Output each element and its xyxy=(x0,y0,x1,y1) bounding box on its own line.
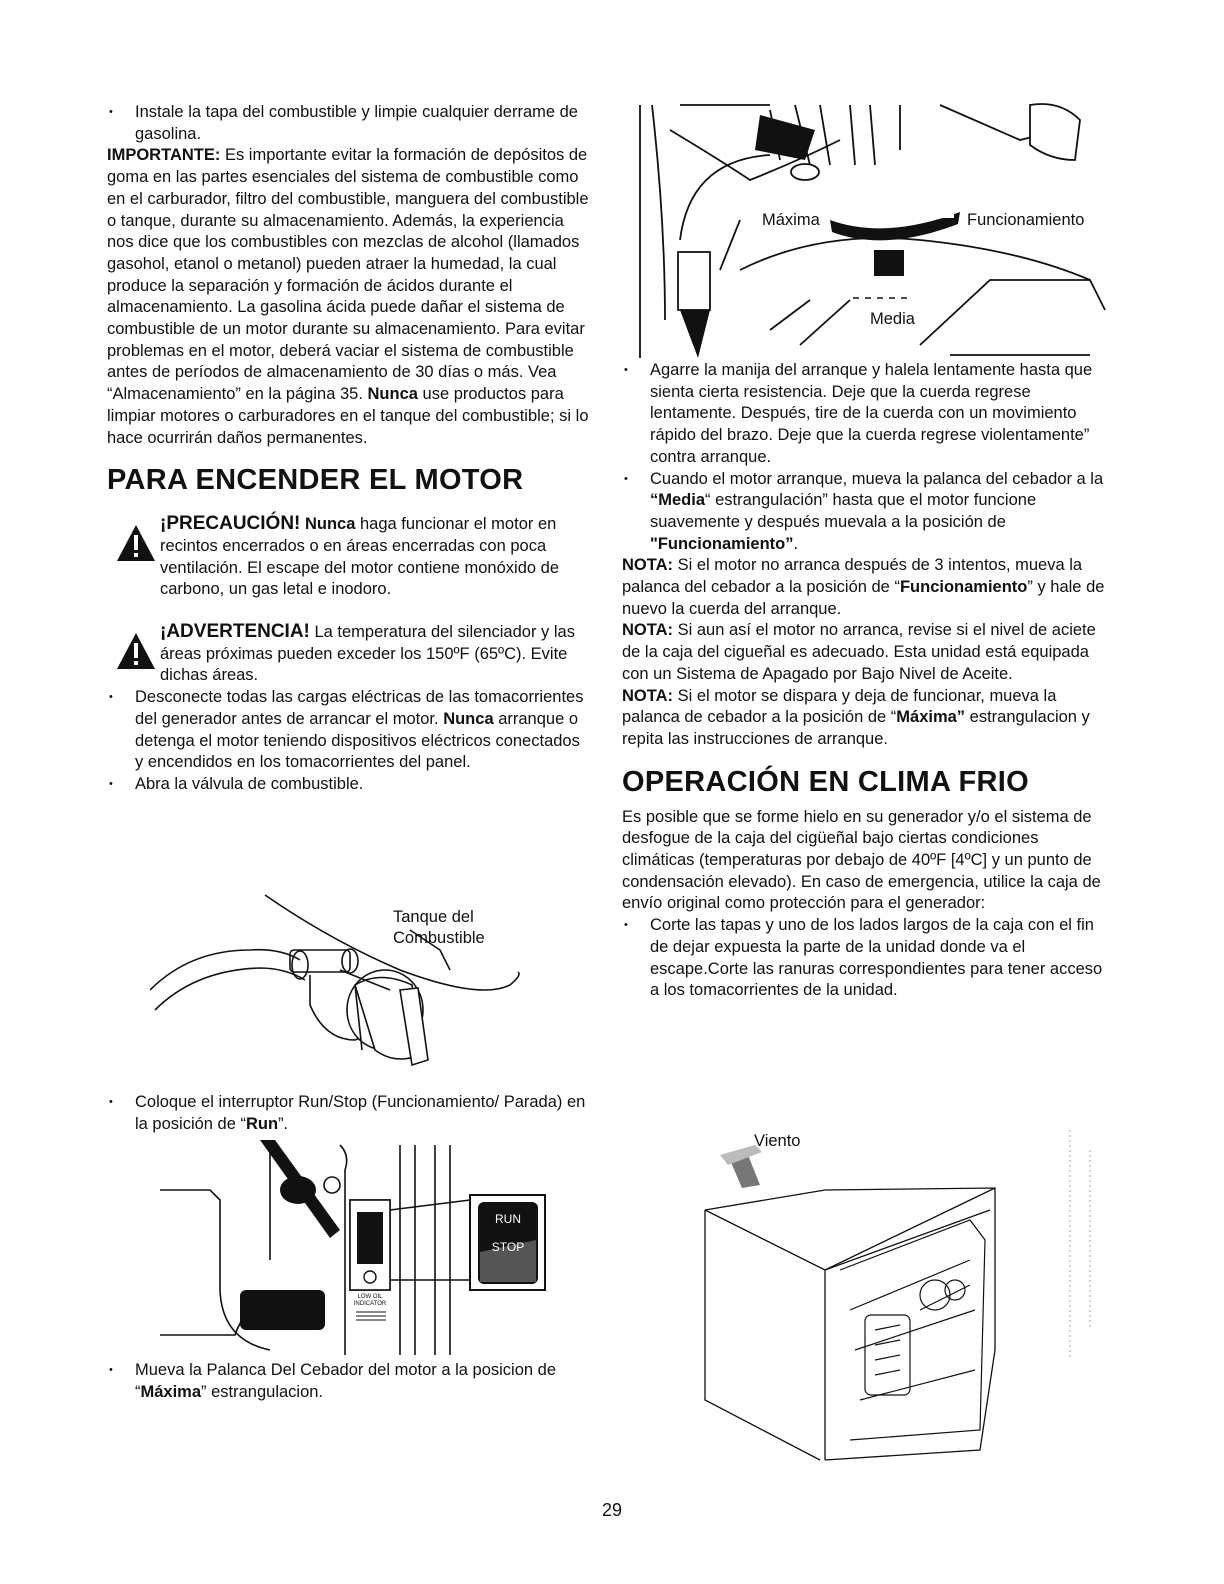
bullet-start-pre: Cuando el motor arranque, mueva la palanca del cebador a la xyxy=(650,469,1104,488)
nota-1-post: ” y hale de nuevo la cuerda del arranque. xyxy=(622,578,1105,618)
choke-lever-figure xyxy=(620,100,1110,358)
bullet-switch-post: ”. xyxy=(278,1114,289,1133)
left-column xyxy=(107,102,592,796)
left-column-lower xyxy=(107,1092,592,1135)
nota-3-bold: Máxima” xyxy=(896,708,966,727)
bullet-switch xyxy=(107,1092,592,1135)
bullet-choke-bold: Máxima xyxy=(140,1382,202,1401)
nota-1 xyxy=(622,555,1107,620)
bullet-choke xyxy=(107,1360,592,1403)
nota-1-pre: Si el motor no arranca después de 3 intentos, mueva la palanca del cebador a la posición de “ xyxy=(622,556,1083,597)
low-oil-label-2: INDICATOR xyxy=(353,1301,387,1307)
nota-1-label: NOTA: xyxy=(622,556,674,575)
cold-weather-text: Es posible que se forme hielo en su generador y/o el sistema de desfogue de la caja del cigüeñal bajo ciertas condiciones climáticas (temperaturas por debajo de 40ºF [4ºC] y un punto de condensación elevado). En caso de emergencia, utilice la caja de envío original como protección para el generador: xyxy=(622,807,1101,913)
fuel-valve-figure xyxy=(150,890,530,1075)
warning-block xyxy=(107,621,592,687)
nota-2 xyxy=(622,620,1107,685)
bullet-choke-pre: Mueva la Palanca Del Cebador del motor a la posicion de “ xyxy=(135,1361,556,1401)
bullet-start-bold2: "Funcionamiento” xyxy=(650,534,794,553)
nota-2-text: Si aun así el motor no arranca, revise si el nivel de aciete de la caja del cigueñal es adecuado. Esta unidad está equipada con un Sistema de Apagado por Bajo Nivel de Aceite. xyxy=(622,621,1096,683)
bullet-start-post: . xyxy=(793,534,799,553)
choke-media-label: Media xyxy=(870,310,915,328)
nota-3-post: estrangulacion y repita las instrucciones de arranque. xyxy=(622,708,1090,748)
nunca-text: use productos para limpiar motores o carburadores en el tanque del combustible; si lo hace ocurrirán daños permanentes. xyxy=(107,385,589,447)
switch-run-label: RUN xyxy=(495,1212,521,1226)
generator-box-figure xyxy=(690,1110,1110,1470)
nunca-label: Nunca xyxy=(367,385,418,404)
importante-label: IMPORTANTE: xyxy=(107,146,221,165)
bullet-fuel-cap: • Instale la tapa del combustible y limpie cualquier derrame de gasolina. xyxy=(107,102,592,145)
warning-text: La temperatura del silenciador y las áreas próximas pueden exceder los 150ºF (65ºC). Evite dichas áreas. xyxy=(160,623,575,685)
caution-text: haga funcionar el motor en recintos encerrados o en áreas encerradas con poca ventilación. El escape del motor contiene monóxido de carbono, un gas letal e inodoro. xyxy=(160,515,559,599)
bullet-switch-pre: Coloque el interruptor Run/Stop (Funcionamiento/ Parada) en la posición de “ xyxy=(135,1093,586,1133)
nota-1-bold: Funcionamiento xyxy=(899,578,1028,597)
right-column xyxy=(622,360,1107,1002)
bullet-disconnect-bold: Nunca xyxy=(443,709,494,728)
warning-title: ¡ADVERTENCIA! xyxy=(160,621,310,643)
bullet-pull: • Agarre la manija del arranque y halela lentamente hasta que sienta cierta resistencia. Deje que la cuerda regrese lentamente. Después, tire de la cuerda con un movimiento rápido del brazo. Deje que la cuerda regrese violentamente” contra arranque. xyxy=(622,360,1107,469)
left-column-bottom xyxy=(107,1360,592,1403)
fuel-tank-label-2: Combustible xyxy=(393,929,485,947)
warning-triangle-icon xyxy=(116,631,156,671)
bullet-choke-post: ” estrangulacion. xyxy=(201,1382,324,1401)
nota-3-label: NOTA: xyxy=(622,686,674,705)
caution-bold: Nunca xyxy=(304,515,356,534)
nota-3-pre: Si el motor se dispara y deja de funcionar, mueva la palanca de cebador a la posición de “ xyxy=(622,686,1057,727)
bullet-disconnect xyxy=(107,687,592,774)
choke-maxima-label: Máxima xyxy=(762,211,820,229)
caution-title: ¡PRECAUCIÓN! xyxy=(160,513,301,535)
run-stop-switch-figure xyxy=(160,1140,560,1355)
bullet-switch-bold: Run xyxy=(245,1114,279,1133)
nota-3 xyxy=(622,686,1107,751)
caution-block xyxy=(107,513,592,601)
fuel-tank-label-1: Tanque del xyxy=(393,908,474,926)
switch-stop-label: STOP xyxy=(491,1240,525,1254)
wind-label: Viento xyxy=(754,1132,801,1150)
bullet-disconnect-rest: arranque o detenga el motor teniendo dispositivos eléctricos conectados y encendidos en los tomacorrientes del panel. xyxy=(135,709,580,772)
low-oil-label-1: LOW OIL xyxy=(357,1294,383,1300)
bullet-start-mid: “ estrangulación” hasta que el motor funcione suavemente y después muevala a la posición de xyxy=(650,491,1037,531)
bullet-cut: • Corte las tapas y uno de los lados largos de la caja con el fin de dejar expuesta la parte de la unidad donde va el escape.Corte las ranuras correspondientes para tener acceso a los tomacorrientes de la unidad. xyxy=(622,915,1107,1002)
importante-text: Es importante evitar la formación de depósitos de goma en las partes esenciales del sistema de combustible como en el carburador, filtro del combustible, manguera del combustible o tanque, durante su almacenamiento. Además, la experiencia nos dice que los combustibles con mezclas de alcohol (llamados gasohol, etanol o metanol) pueden atraer la humedad, la cual produce la separación y formación de ácidos durante el almacenamiento. La gasolina ácida puede dañar el sistema de combustible de un motor durante su almacenamiento. Para evitar problemas en el motor, deberá vaciar el sistema de combustible antes de períodos de almacenamiento de 30 días o más. Vea “Almacenamiento” en la página 35. xyxy=(107,146,589,404)
caution-triangle-icon xyxy=(116,523,156,563)
bullet-start xyxy=(622,469,1107,556)
heading-cold-weather: OPERACIÓN EN CLIMA FRIO xyxy=(622,765,1029,798)
heading-start-engine: PARA ENCENDER EL MOTOR xyxy=(107,464,524,497)
page-number: 29 xyxy=(601,1500,623,1520)
bullet-valve: • Abra la válvula de combustible. xyxy=(107,774,592,796)
choke-funcionamiento-label: Funcionamiento xyxy=(967,211,1085,229)
importante-paragraph xyxy=(107,145,592,449)
bullet-start-bold1: “Media xyxy=(650,491,706,510)
nota-2-label: NOTA: xyxy=(622,621,674,640)
bullet-disconnect-text: Desconecte todas las cargas eléctricas de las tomacorrientes del generador antes de arrancar el motor. xyxy=(135,688,584,728)
